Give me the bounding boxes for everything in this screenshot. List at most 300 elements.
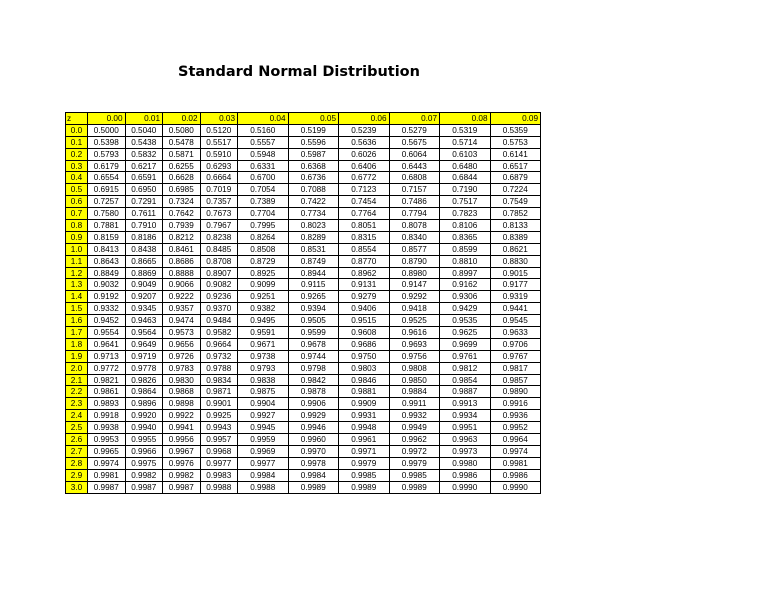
table-cell: 0.9966 [125, 445, 163, 457]
z-row-label: 1.1 [66, 255, 88, 267]
table-cell: 0.9279 [339, 291, 390, 303]
z-row-label: 0.1 [66, 136, 88, 148]
table-cell: 0.9429 [440, 303, 491, 315]
table-cell: 0.6950 [125, 184, 163, 196]
table-cell: 0.9929 [288, 410, 339, 422]
table-cell: 0.9332 [88, 303, 126, 315]
z-row-label: 0.0 [66, 124, 88, 136]
z-row-label: 3.0 [66, 481, 88, 493]
table-cell: 0.8770 [339, 255, 390, 267]
column-header: 0.03 [200, 113, 238, 125]
table-cell: 0.9890 [490, 386, 541, 398]
table-cell: 0.7881 [88, 220, 126, 232]
table-cell: 0.8023 [288, 220, 339, 232]
table-cell: 0.9976 [163, 457, 201, 469]
table-cell: 0.9987 [163, 481, 201, 493]
table-cell: 0.8997 [440, 267, 491, 279]
table-cell: 0.9956 [163, 434, 201, 446]
column-header: 0.02 [163, 113, 201, 125]
table-cell: 0.9875 [238, 386, 289, 398]
z-row-label: 0.3 [66, 160, 88, 172]
table-cell: 0.7454 [339, 196, 390, 208]
table-cell: 0.6591 [125, 172, 163, 184]
table-cell: 0.6480 [440, 160, 491, 172]
table-cell: 0.6664 [200, 172, 238, 184]
table-cell: 0.8980 [389, 267, 440, 279]
table-row [66, 291, 541, 303]
table-row [66, 386, 541, 398]
table-cell: 0.7357 [200, 196, 238, 208]
table-cell: 0.9099 [238, 279, 289, 291]
table-cell: 0.9990 [440, 481, 491, 493]
table-cell: 0.9505 [288, 315, 339, 327]
table-cell: 0.9345 [125, 303, 163, 315]
table-cell: 0.9726 [163, 350, 201, 362]
table-row [66, 350, 541, 362]
table-cell: 0.9686 [339, 338, 390, 350]
table-cell: 0.8810 [440, 255, 491, 267]
table-cell: 0.8554 [339, 243, 390, 255]
table-cell: 0.9394 [288, 303, 339, 315]
table-cell: 0.5675 [389, 136, 440, 148]
z-row-label: 1.2 [66, 267, 88, 279]
table-cell: 0.9971 [339, 445, 390, 457]
table-cell: 0.9987 [88, 481, 126, 493]
table-cell: 0.9147 [389, 279, 440, 291]
table-cell: 0.9535 [440, 315, 491, 327]
table-cell: 0.9981 [490, 457, 541, 469]
table-row [66, 220, 541, 232]
table-cell: 0.9982 [125, 469, 163, 481]
table-cell: 0.9922 [163, 410, 201, 422]
table-cell: 0.9975 [125, 457, 163, 469]
table-cell: 0.9946 [288, 422, 339, 434]
table-row [66, 457, 541, 469]
column-header: 0.05 [288, 113, 339, 125]
table-cell: 0.9793 [238, 362, 289, 374]
table-row [66, 255, 541, 267]
table-cell: 0.9932 [389, 410, 440, 422]
table-row [66, 136, 541, 148]
table-row [66, 410, 541, 422]
table-cell: 0.6736 [288, 172, 339, 184]
table-cell: 0.6179 [88, 160, 126, 172]
table-cell: 0.9989 [339, 481, 390, 493]
table-cell: 0.7123 [339, 184, 390, 196]
table-cell: 0.7324 [163, 196, 201, 208]
table-cell: 0.9980 [440, 457, 491, 469]
table-cell: 0.9803 [339, 362, 390, 374]
table-cell: 0.8729 [238, 255, 289, 267]
table-cell: 0.9744 [288, 350, 339, 362]
table-cell: 0.8106 [440, 220, 491, 232]
table-cell: 0.8078 [389, 220, 440, 232]
table-cell: 0.9911 [389, 398, 440, 410]
table-cell: 0.9977 [200, 457, 238, 469]
table-cell: 0.9484 [200, 315, 238, 327]
table-cell: 0.8790 [389, 255, 440, 267]
table-cell: 0.9920 [125, 410, 163, 422]
z-column-header: z [66, 113, 88, 125]
table-cell: 0.7642 [163, 208, 201, 220]
table-cell: 0.9898 [163, 398, 201, 410]
table-cell: 0.9961 [339, 434, 390, 446]
column-header: 0.07 [389, 113, 440, 125]
table-cell: 0.9015 [490, 267, 541, 279]
z-row-label: 2.3 [66, 398, 88, 410]
table-cell: 0.7734 [288, 208, 339, 220]
table-cell: 0.9515 [339, 315, 390, 327]
table-cell: 0.9131 [339, 279, 390, 291]
table-cell: 0.7704 [238, 208, 289, 220]
table-cell: 0.5557 [238, 136, 289, 148]
table-cell: 0.7257 [88, 196, 126, 208]
table-cell: 0.5080 [163, 124, 201, 136]
table-cell: 0.6141 [490, 148, 541, 160]
table-cell: 0.9834 [200, 374, 238, 386]
table-cell: 0.9864 [125, 386, 163, 398]
table-row [66, 362, 541, 374]
table-cell: 0.9066 [163, 279, 201, 291]
z-row-label: 0.7 [66, 208, 88, 220]
table-cell: 0.7291 [125, 196, 163, 208]
table-cell: 0.8186 [125, 231, 163, 243]
table-cell: 0.9893 [88, 398, 126, 410]
z-row-label: 1.8 [66, 338, 88, 350]
table-row [66, 445, 541, 457]
table-cell: 0.9649 [125, 338, 163, 350]
table-cell: 0.7224 [490, 184, 541, 196]
column-header: 0.08 [440, 113, 491, 125]
z-row-label: 2.1 [66, 374, 88, 386]
table-cell: 0.7611 [125, 208, 163, 220]
column-header: 0.00 [88, 113, 126, 125]
table-cell: 0.8133 [490, 220, 541, 232]
column-header: 0.04 [238, 113, 289, 125]
table-cell: 0.9963 [440, 434, 491, 446]
table-cell: 0.7967 [200, 220, 238, 232]
table-cell: 0.8830 [490, 255, 541, 267]
table-cell: 0.7852 [490, 208, 541, 220]
table-cell: 0.9772 [88, 362, 126, 374]
table-cell: 0.5871 [163, 148, 201, 160]
table-cell: 0.9441 [490, 303, 541, 315]
table-cell: 0.8365 [440, 231, 491, 243]
table-cell: 0.9985 [339, 469, 390, 481]
z-row-label: 2.4 [66, 410, 88, 422]
table-cell: 0.9982 [163, 469, 201, 481]
table-cell: 0.9974 [88, 457, 126, 469]
table-row [66, 124, 541, 136]
z-row-label: 1.7 [66, 327, 88, 339]
table-row [66, 315, 541, 327]
table-cell: 0.9960 [288, 434, 339, 446]
table-cell: 0.9783 [163, 362, 201, 374]
table-cell: 0.9977 [238, 457, 289, 469]
table-cell: 0.9699 [440, 338, 491, 350]
z-row-label: 1.3 [66, 279, 88, 291]
table-cell: 0.9798 [288, 362, 339, 374]
page-title: Standard Normal Distribution [178, 64, 420, 80]
table-row [66, 267, 541, 279]
table-cell: 0.8485 [200, 243, 238, 255]
table-cell: 0.7486 [389, 196, 440, 208]
z-row-label: 0.5 [66, 184, 88, 196]
table-cell: 0.9854 [440, 374, 491, 386]
table-row [66, 231, 541, 243]
table-cell: 0.9952 [490, 422, 541, 434]
table-cell: 0.9370 [200, 303, 238, 315]
table-row [66, 469, 541, 481]
table-cell: 0.7764 [339, 208, 390, 220]
table-row [66, 208, 541, 220]
table-cell: 0.9573 [163, 327, 201, 339]
table-cell: 0.5636 [339, 136, 390, 148]
table-cell: 0.9951 [440, 422, 491, 434]
table-cell: 0.8508 [238, 243, 289, 255]
table-cell: 0.9978 [288, 457, 339, 469]
table-cell: 0.8944 [288, 267, 339, 279]
table-cell: 0.9967 [163, 445, 201, 457]
table-row [66, 172, 541, 184]
table-row [66, 422, 541, 434]
column-header: 0.01 [125, 113, 163, 125]
table-cell: 0.5438 [125, 136, 163, 148]
table-row [66, 338, 541, 350]
z-row-label: 0.2 [66, 148, 88, 160]
table-cell: 0.9357 [163, 303, 201, 315]
table-cell: 0.9664 [200, 338, 238, 350]
table-cell: 0.9979 [339, 457, 390, 469]
table-cell: 0.9857 [490, 374, 541, 386]
table-cell: 0.9463 [125, 315, 163, 327]
table-cell: 0.9406 [339, 303, 390, 315]
table-cell: 0.7794 [389, 208, 440, 220]
table-cell: 0.9608 [339, 327, 390, 339]
table-cell: 0.9633 [490, 327, 541, 339]
table-cell: 0.9817 [490, 362, 541, 374]
table-cell: 0.9936 [490, 410, 541, 422]
table-cell: 0.9981 [88, 469, 126, 481]
table-cell: 0.9706 [490, 338, 541, 350]
table-cell: 0.5319 [440, 124, 491, 136]
table-cell: 0.6255 [163, 160, 201, 172]
table-cell: 0.9582 [200, 327, 238, 339]
table-cell: 0.5714 [440, 136, 491, 148]
table-cell: 0.9909 [339, 398, 390, 410]
table-cell: 0.9896 [125, 398, 163, 410]
table-cell: 0.6772 [339, 172, 390, 184]
table-cell: 0.9821 [88, 374, 126, 386]
table-cell: 0.9970 [288, 445, 339, 457]
table-cell: 0.5000 [88, 124, 126, 136]
table-cell: 0.7995 [238, 220, 289, 232]
table-cell: 0.9778 [125, 362, 163, 374]
table-cell: 0.9904 [238, 398, 289, 410]
table-cell: 0.5398 [88, 136, 126, 148]
table-row [66, 327, 541, 339]
table-cell: 0.9986 [440, 469, 491, 481]
table-cell: 0.9949 [389, 422, 440, 434]
table-cell: 0.5753 [490, 136, 541, 148]
table-cell: 0.6517 [490, 160, 541, 172]
table-cell: 0.8849 [88, 267, 126, 279]
table-cell: 0.6443 [389, 160, 440, 172]
table-row [66, 196, 541, 208]
table-cell: 0.8289 [288, 231, 339, 243]
z-row-label: 2.0 [66, 362, 88, 374]
table-cell: 0.8686 [163, 255, 201, 267]
table-cell: 0.9953 [88, 434, 126, 446]
table-cell: 0.9767 [490, 350, 541, 362]
table-cell: 0.7823 [440, 208, 491, 220]
table-cell: 0.8264 [238, 231, 289, 243]
table-cell: 0.9945 [238, 422, 289, 434]
table-cell: 0.8749 [288, 255, 339, 267]
table-cell: 0.8643 [88, 255, 126, 267]
table-cell: 0.9986 [490, 469, 541, 481]
table-cell: 0.9826 [125, 374, 163, 386]
table-cell: 0.9032 [88, 279, 126, 291]
table-cell: 0.9177 [490, 279, 541, 291]
table-row [66, 481, 541, 493]
table-cell: 0.9955 [125, 434, 163, 446]
table-cell: 0.5359 [490, 124, 541, 136]
table-cell: 0.8907 [200, 267, 238, 279]
table-row [66, 398, 541, 410]
table-cell: 0.8531 [288, 243, 339, 255]
table-cell: 0.9319 [490, 291, 541, 303]
table-cell: 0.9984 [238, 469, 289, 481]
table-cell: 0.7673 [200, 208, 238, 220]
table-cell: 0.7910 [125, 220, 163, 232]
table-cell: 0.9964 [490, 434, 541, 446]
table-cell: 0.9671 [238, 338, 289, 350]
table-cell: 0.5040 [125, 124, 163, 136]
table-cell: 0.7190 [440, 184, 491, 196]
z-row-label: 0.4 [66, 172, 88, 184]
table-cell: 0.9943 [200, 422, 238, 434]
table-cell: 0.8238 [200, 231, 238, 243]
table-cell: 0.9678 [288, 338, 339, 350]
table-cell: 0.9918 [88, 410, 126, 422]
table-cell: 0.8925 [238, 267, 289, 279]
column-header: 0.09 [490, 113, 541, 125]
table-row [66, 243, 541, 255]
table-cell: 0.6103 [440, 148, 491, 160]
header-row [66, 113, 541, 125]
table-row [66, 160, 541, 172]
table-cell: 0.9222 [163, 291, 201, 303]
z-row-label: 2.7 [66, 445, 88, 457]
table-cell: 0.7389 [238, 196, 289, 208]
table-cell: 0.5279 [389, 124, 440, 136]
table-cell: 0.8389 [490, 231, 541, 243]
table-cell: 0.9719 [125, 350, 163, 362]
table-cell: 0.5793 [88, 148, 126, 160]
table-cell: 0.8869 [125, 267, 163, 279]
table-cell: 0.8577 [389, 243, 440, 255]
table-cell: 0.8051 [339, 220, 390, 232]
table-cell: 0.9972 [389, 445, 440, 457]
table-cell: 0.8621 [490, 243, 541, 255]
table-cell: 0.9251 [238, 291, 289, 303]
table-cell: 0.8413 [88, 243, 126, 255]
table-cell: 0.9641 [88, 338, 126, 350]
table-cell: 0.8315 [339, 231, 390, 243]
table-cell: 0.5160 [238, 124, 289, 136]
table-cell: 0.9306 [440, 291, 491, 303]
table-cell: 0.9162 [440, 279, 491, 291]
table-cell: 0.9732 [200, 350, 238, 362]
z-row-label: 0.9 [66, 231, 88, 243]
table-cell: 0.9968 [200, 445, 238, 457]
table-cell: 0.8461 [163, 243, 201, 255]
table-cell: 0.9989 [389, 481, 440, 493]
table-cell: 0.9382 [238, 303, 289, 315]
table-cell: 0.6628 [163, 172, 201, 184]
table-cell: 0.9884 [389, 386, 440, 398]
table-cell: 0.9962 [389, 434, 440, 446]
table-cell: 0.6915 [88, 184, 126, 196]
table-cell: 0.9934 [440, 410, 491, 422]
table-cell: 0.9713 [88, 350, 126, 362]
table-cell: 0.9545 [490, 315, 541, 327]
table-cell: 0.9616 [389, 327, 440, 339]
table-cell: 0.9881 [339, 386, 390, 398]
table-cell: 0.9591 [238, 327, 289, 339]
table-cell: 0.9452 [88, 315, 126, 327]
table-cell: 0.8962 [339, 267, 390, 279]
table-cell: 0.6700 [238, 172, 289, 184]
table-cell: 0.6554 [88, 172, 126, 184]
table-cell: 0.9927 [238, 410, 289, 422]
table-cell: 0.5596 [288, 136, 339, 148]
table-cell: 0.7517 [440, 196, 491, 208]
table-cell: 0.5517 [200, 136, 238, 148]
table-cell: 0.8159 [88, 231, 126, 243]
column-header: 0.06 [339, 113, 390, 125]
table-cell: 0.9750 [339, 350, 390, 362]
table-row [66, 279, 541, 291]
table-cell: 0.9901 [200, 398, 238, 410]
table-cell: 0.9938 [88, 422, 126, 434]
table-cell: 0.5120 [200, 124, 238, 136]
table-cell: 0.9418 [389, 303, 440, 315]
table-cell: 0.9983 [200, 469, 238, 481]
table-cell: 0.7054 [238, 184, 289, 196]
table-cell: 0.9265 [288, 291, 339, 303]
table-cell: 0.8340 [389, 231, 440, 243]
table-cell: 0.9957 [200, 434, 238, 446]
table-cell: 0.9554 [88, 327, 126, 339]
table-cell: 0.5199 [288, 124, 339, 136]
z-row-label: 2.5 [66, 422, 88, 434]
table-cell: 0.6406 [339, 160, 390, 172]
table-cell: 0.9808 [389, 362, 440, 374]
table-body [66, 124, 541, 493]
table-cell: 0.9738 [238, 350, 289, 362]
table-cell: 0.9756 [389, 350, 440, 362]
table-cell: 0.9887 [440, 386, 491, 398]
table-cell: 0.7580 [88, 208, 126, 220]
z-row-label: 1.9 [66, 350, 88, 362]
table-cell: 0.9984 [288, 469, 339, 481]
table-cell: 0.5910 [200, 148, 238, 160]
table-cell: 0.8438 [125, 243, 163, 255]
table-cell: 0.7088 [288, 184, 339, 196]
table-cell: 0.5478 [163, 136, 201, 148]
